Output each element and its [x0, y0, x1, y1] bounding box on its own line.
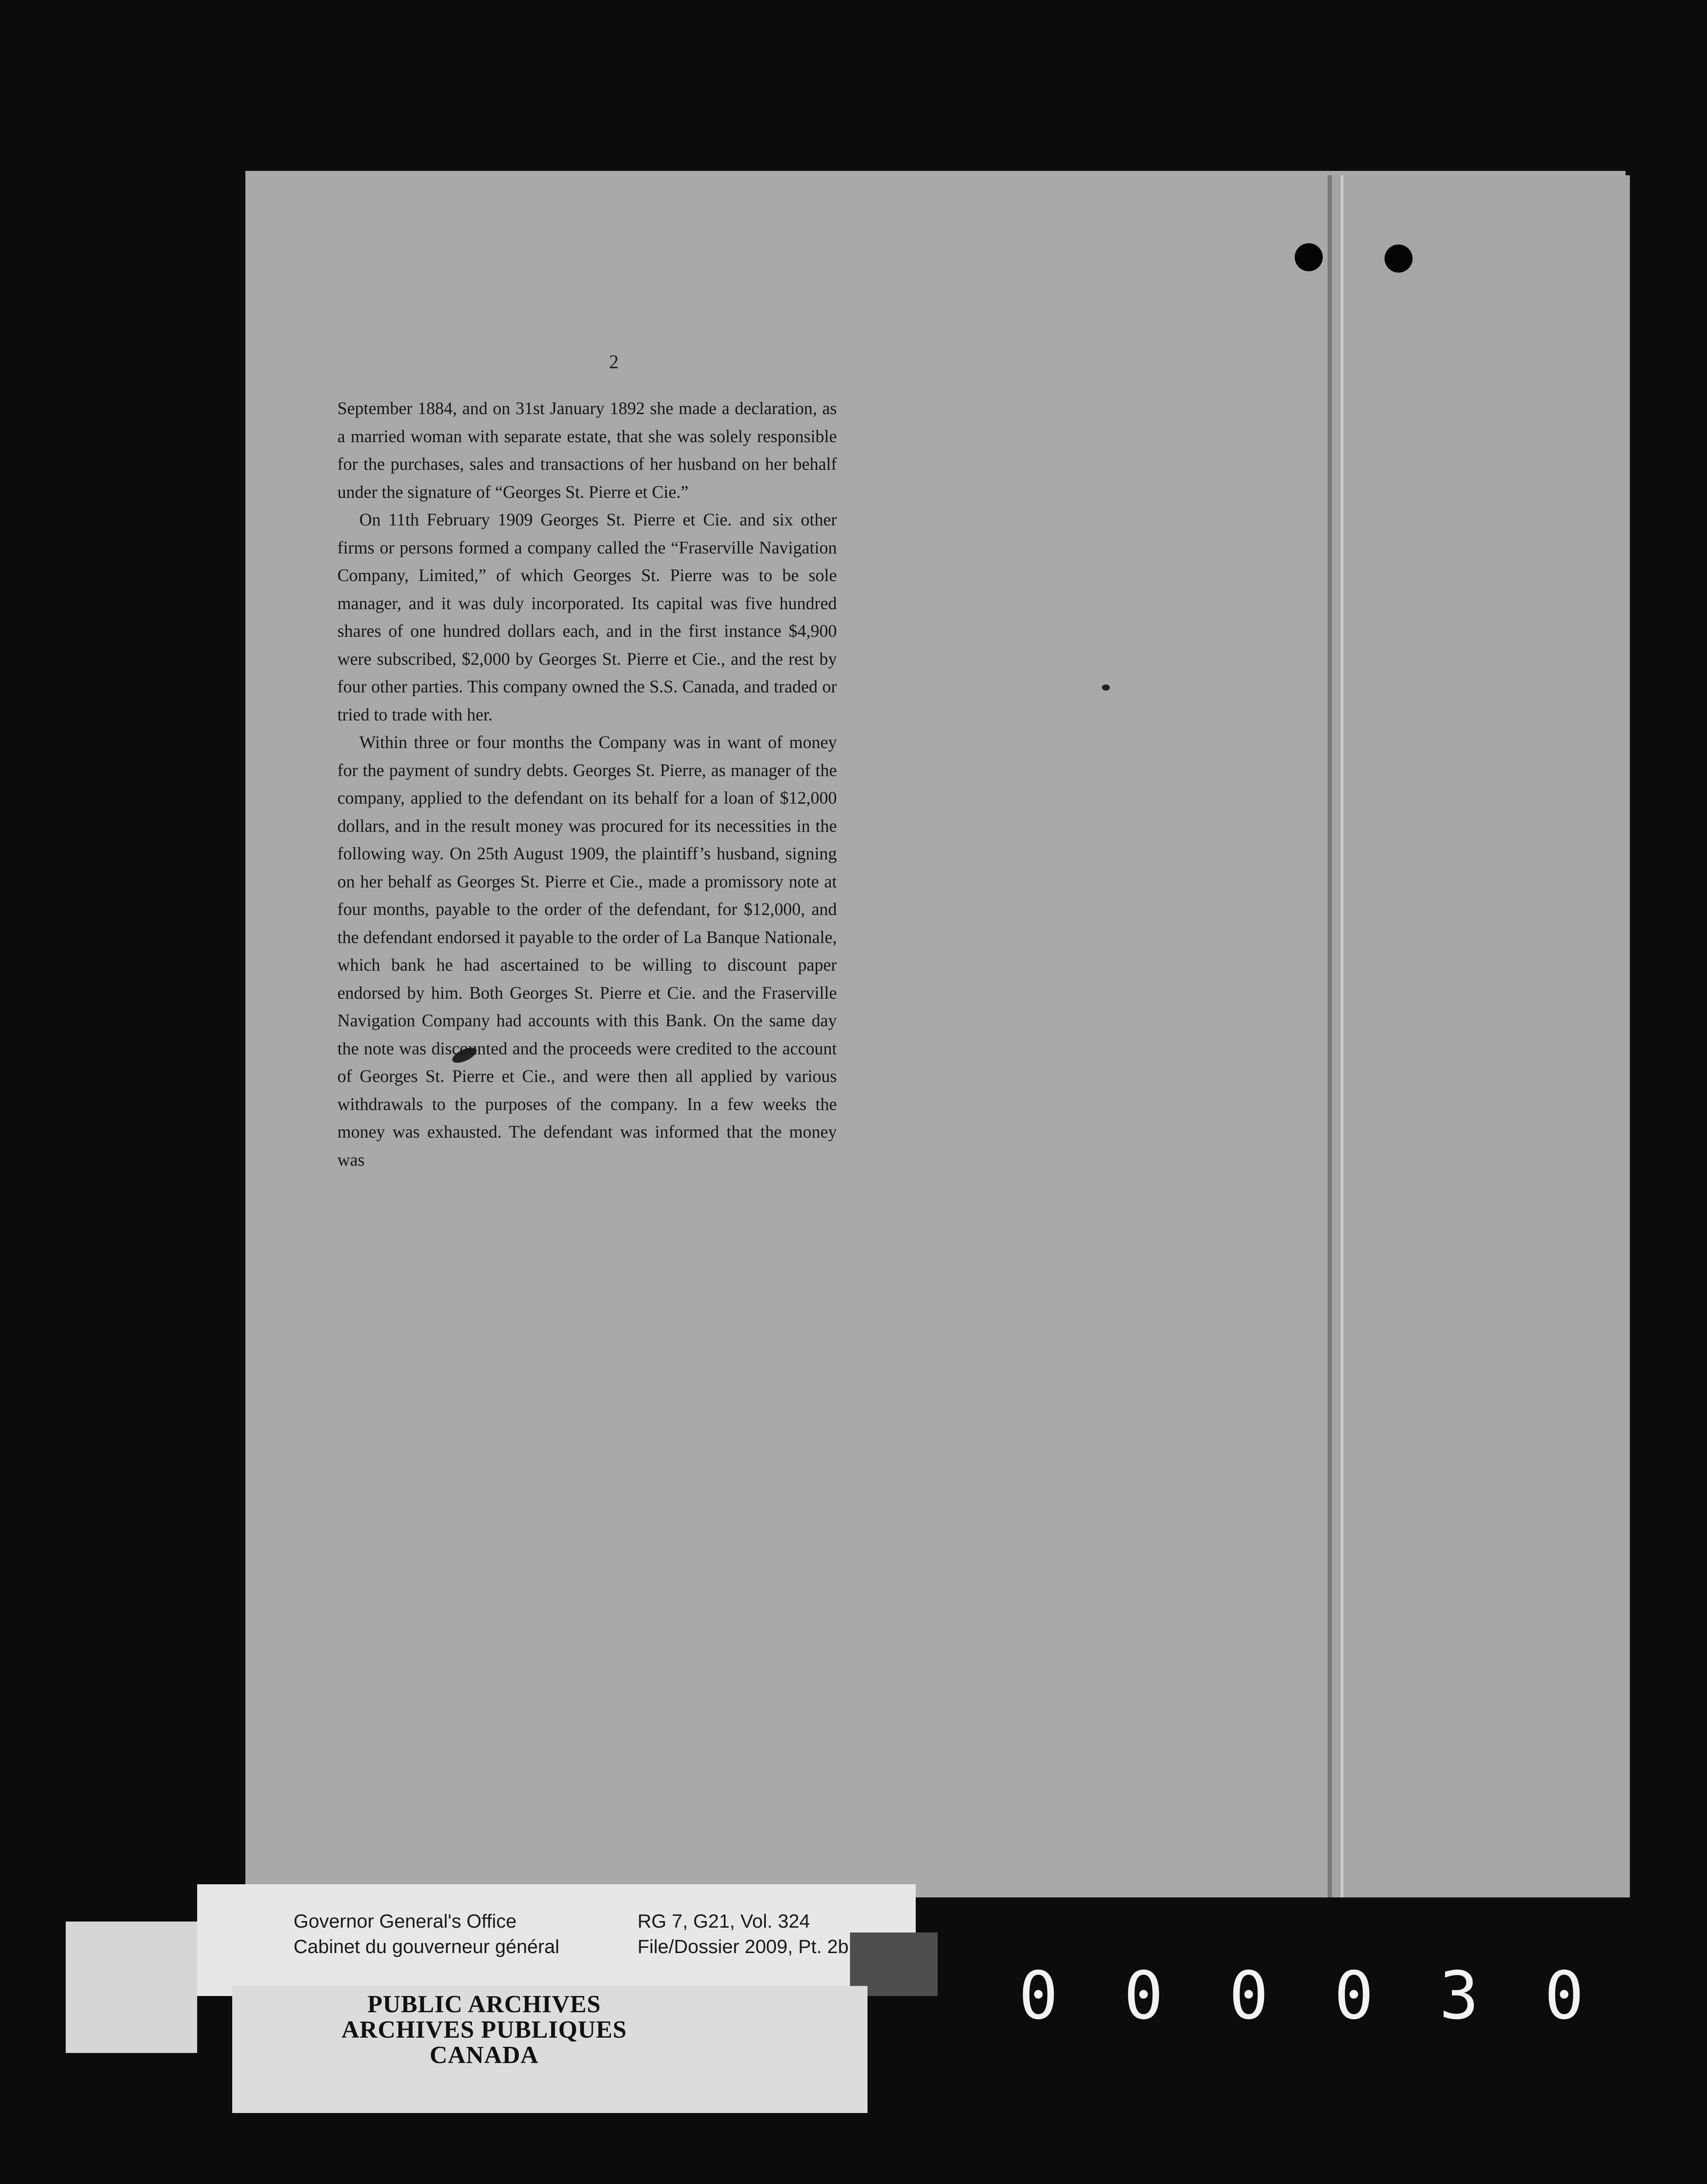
label-card-main: [197, 1884, 916, 1996]
folded-page-edge: [1328, 175, 1630, 1897]
punch-hole-icon: [1385, 245, 1413, 273]
document-body: [337, 394, 837, 1174]
frame-number: [1016, 1958, 1586, 2046]
paragraph: September 1884, and on 31st January 1892 she made a declaration, as a married woman with separate estate, that she was solely responsible for the purchases, sales and transactions of her husband on her behalf under the signature of “Georges St. Pierre et Cie.”: [337, 398, 837, 502]
frame-digit: 0: [1229, 1958, 1269, 2034]
stamp-line: CANADA: [429, 2042, 539, 2069]
office-name-en: Governor General's Office: [294, 1911, 517, 1932]
archives-stamp: [232, 1986, 868, 2113]
office-name-fr: Cabinet du gouverneur général: [294, 1936, 560, 1957]
dust-speck: [1102, 684, 1110, 691]
page-number: 2: [609, 351, 619, 372]
paragraph: Within three or four months the Company was in want of money for the payment of sundry debts. Georges St. Pierre, as manager of the company, applied to the defendant on its behalf for a loan of $12,000 dollars, and in the result money was procured for its necessities in the following way. On 25th August 1909, the plaintiff’s husband, signing on her behalf as Georges St. Pierre et Cie., made a promissory note at four months, payable to the order of the defendant, for $12,000, and the defendant endorsed it payable to the order of La Banque Nationale, which bank he had ascertained to be willing to discount paper endorsed by him. Both Georges St. Pierre et Cie. and the Fraserville Navigation Company had accounts with this Bank. On the same day the note was discounted and the proceeds were credited to the account of Georges St. Pierre et Cie., and were then all applied by various withdrawals to the purposes of the company. In a few weeks the money was exhausted. The defendant was informed that the money was: [337, 732, 837, 1170]
file-reference: File/Dossier 2009, Pt. 2b: [637, 1936, 849, 1957]
frame-digit: 0: [1334, 1958, 1374, 2034]
record-group-reference: RG 7, G21, Vol. 324: [637, 1911, 810, 1932]
frame-digit: 0: [1123, 1958, 1164, 2034]
archive-label: [66, 1884, 850, 2069]
punch-hole-icon: [1295, 243, 1323, 271]
frame-digit: 0: [1018, 1958, 1059, 2034]
label-tab: [66, 1922, 197, 2053]
paragraph: On 11th February 1909 Georges St. Pierre et Cie. and six other firms or persons formed a company called the “Fraserville Navigation Company, Limited,” of which Georges St. Pierre was to be sole manager, and it was duly incorporated. Its capital was five hundred shares of one hundred dollars each, and in the first instance $4,900 were subscribed, $2,000 by Georges St. Pierre et Cie., and the rest by four other parties. This company owned the S.S. Canada, and traded or tried to trade with her.: [337, 510, 837, 724]
fold-line: [1341, 175, 1343, 1897]
frame-digit: 3: [1439, 1958, 1479, 2034]
frame-digit: 0: [1544, 1958, 1584, 2034]
stamp-line: ARCHIVES PUBLIQUES: [341, 2016, 627, 2043]
stamp-line: PUBLIC ARCHIVES: [367, 1991, 601, 2018]
